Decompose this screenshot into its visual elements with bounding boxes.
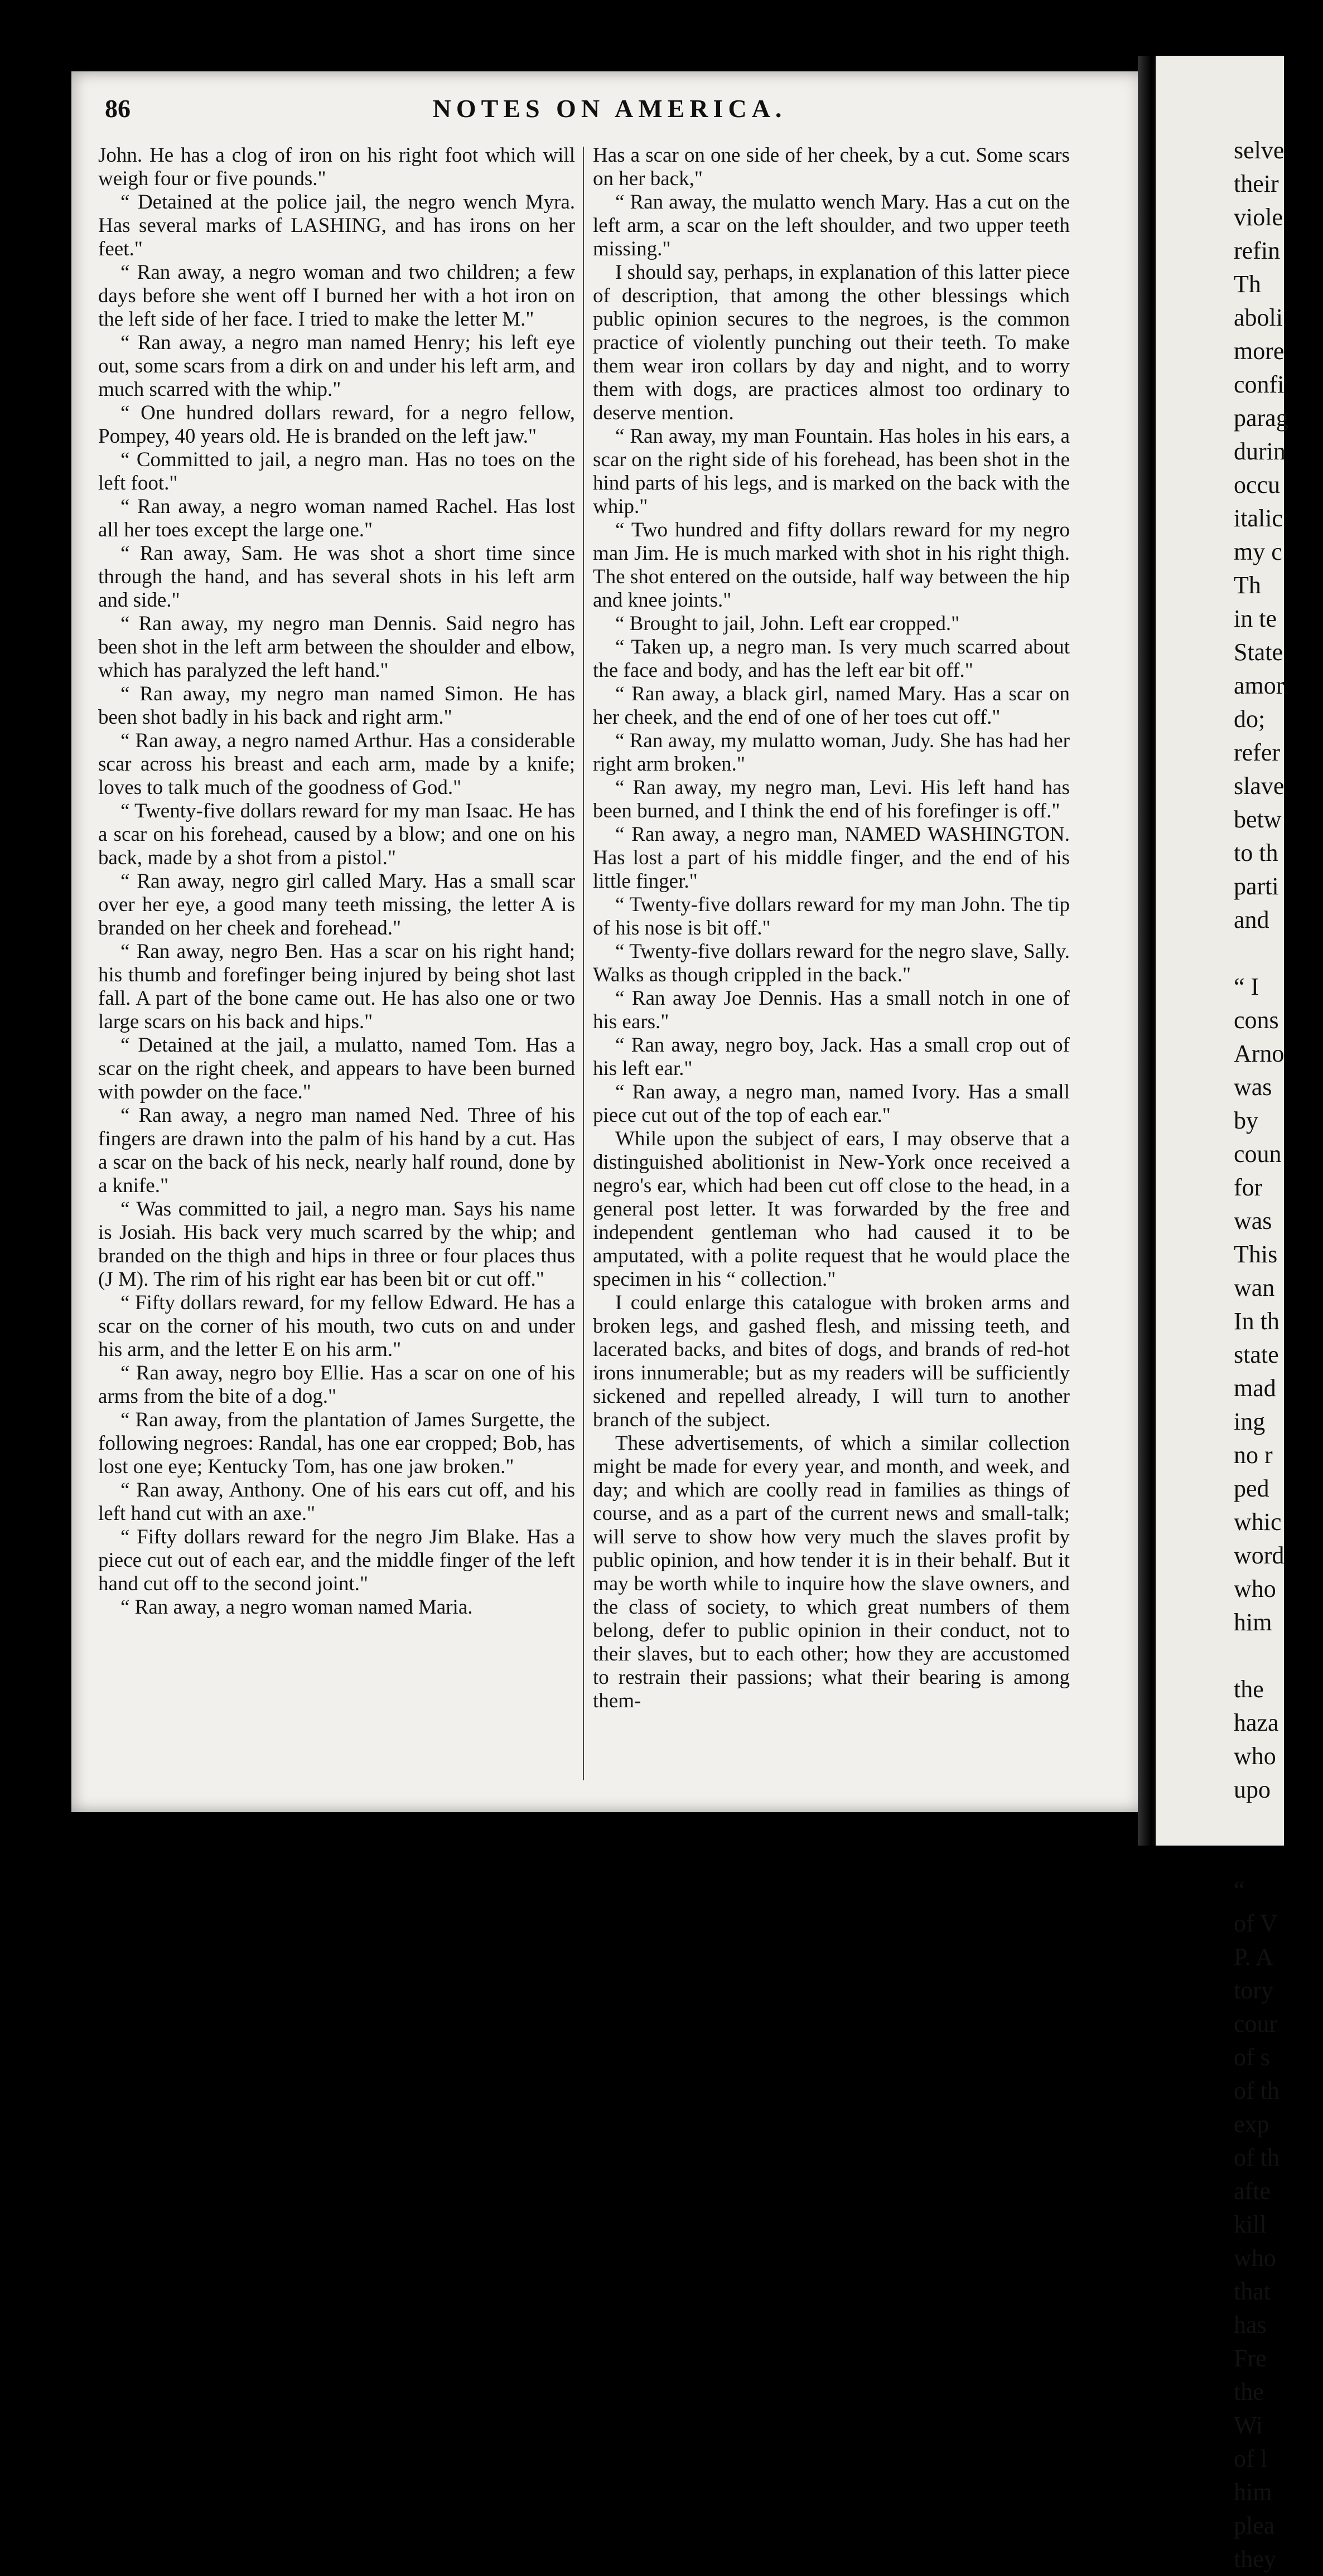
facing-line-fragment: parag: [1234, 404, 1288, 432]
facing-line-fragment: of s: [1234, 2044, 1270, 2071]
paragraph: “ Ran away, the mulatto wench Mary. Has a cut on the left arm, a scar on the left shoulder, and two upper teeth missing.": [593, 191, 1070, 260]
paragraph: “ Ran away, my negro man Dennis. Said negro has been shot in the left arm between the shoulder and elbow, which has paralyzed the left hand.": [98, 612, 575, 682]
facing-page-text: [1234, 134, 1323, 2576]
facing-line-fragment: the: [1234, 1676, 1264, 1703]
running-title: NOTES ON AMERICA.: [432, 94, 787, 123]
facing-line-fragment: in te: [1234, 605, 1277, 632]
facing-line-fragment: betw: [1234, 806, 1282, 833]
paragraph: “ Ran away, a negro man, named Ivory. Has a small piece cut out of the top of each ear.": [593, 1081, 1070, 1127]
column-divider: [583, 147, 584, 1780]
facing-line-fragment: occu: [1234, 471, 1281, 498]
facing-line-fragment: of th: [1234, 2144, 1279, 2171]
paragraph: “ Ran away, negro girl called Mary. Has a small scar over her eye, a good many teeth missing, the letter A is branded on her cheek and forehead.": [98, 870, 575, 940]
facing-line-fragment: “: [1234, 1876, 1245, 1904]
facing-line-fragment: afte: [1234, 2177, 1271, 2205]
facing-line-fragment: was: [1234, 1073, 1272, 1101]
paragraph: “ Ran away, a negro woman named Rachel. Has lost all her toes except the large one.": [98, 495, 575, 541]
paragraph: “ Ran away Joe Dennis. Has a small notch in one of his ears.": [593, 987, 1070, 1033]
facing-line-fragment: him: [1234, 2478, 1272, 2506]
facing-line-fragment: viole: [1234, 204, 1283, 231]
facing-line-fragment: parti: [1234, 873, 1279, 900]
book-page: [71, 71, 1151, 1812]
facing-line-fragment: do;: [1234, 705, 1266, 733]
facing-line-fragment: cour: [1234, 2010, 1278, 2037]
facing-line-fragment: of th: [1234, 2077, 1279, 2104]
facing-line-fragment: Th: [1234, 572, 1261, 599]
facing-line-fragment: that: [1234, 2278, 1271, 2305]
facing-line-fragment: This: [1234, 1241, 1278, 1268]
facing-line-fragment: P. A: [1234, 1943, 1273, 1970]
facing-line-fragment: [1234, 937, 1323, 970]
paragraph: “ Fifty dollars reward, for my fellow Edward. He has a scar on the corner of his mouth, two cuts on and under his arm, and the letter E on his arm.": [98, 1291, 575, 1361]
paragraph: “ Ran away, negro Ben. Has a scar on his right hand; his thumb and forefinger being injured by being shot last fall. A part of the bone came out. He has also one or two large scars on his back and hips.": [98, 940, 575, 1033]
facing-page: [1156, 56, 1288, 2573]
paragraph: “ Ran away, negro boy, Jack. Has a small crop out of his left ear.": [593, 1034, 1070, 1080]
paragraph: These advertisements, of which a similar collection might be made for every year, and month, and week, and day; and which are coolly read in families as things of course, and as a part of the current news and small-talk; will serve to show how very much the slaves profit by public opinion, and how tender it is in their behalf. But it may be worth while to inquire how the slave owners, and the class of society, to which great numbers of them belong, defer to public opinion in their conduct, not to their slaves, but to each other; how they are accustomed to restrain their passions; what their bearing is among them-: [593, 1432, 1070, 1712]
paragraph: “ Ran away, my man Fountain. Has holes in his ears, a scar on the right side of his forehead, has been shot in the hind parts of his legs, and is marked on the back with the whip.": [593, 425, 1070, 518]
paragraph: “ Two hundred and fifty dollars reward for my negro man Jim. He is much marked with shot in his right thigh. The shot entered on the outside, half way between the hip and knee joints.": [593, 519, 1070, 612]
paragraph: “ Ran away, my negro man, Levi. His left hand has been burned, and I think the end of his forefinger is off.": [593, 776, 1070, 822]
paragraph: I should say, perhaps, in explanation of this latter piece of description, that among the other blessings which public opinion secures to the negroes, is the common practice of violently punching out their teeth. To make them wear iron collars by day and night, and to worry them with dogs, are practices almost too ordinary to deserve mention.: [593, 261, 1070, 424]
facing-line-fragment: exp: [1234, 2110, 1269, 2138]
facing-line-fragment: In th: [1234, 1308, 1279, 1335]
paragraph: “ Ran away, a negro man named Henry; his left eye out, some scars from a dirk on and under his left arm, and much scarred with the whip.": [98, 331, 575, 401]
facing-line-fragment: Wi: [1234, 2412, 1263, 2439]
paragraph: “ Detained at the jail, a mulatto, named Tom. Has a scar on the right cheek, and appears to have been burned with powder on the face.": [98, 1034, 575, 1103]
facing-line-fragment: him: [1234, 1609, 1272, 1636]
paragraph: “ Twenty-five dollars reward for my man John. The tip of his nose is bit off.": [593, 893, 1070, 940]
paragraph: “ Twenty-five dollars reward for the negro slave, Sally. Walks as though crippled in the back.": [593, 940, 1070, 986]
facing-line-fragment: selve: [1234, 137, 1285, 164]
facing-line-fragment: [1234, 1807, 1323, 1840]
paragraph: “ Twenty-five dollars reward for my man Isaac. He has a scar on his forehead, caused by a blow; and one on his back, made by a shot from a pistol.": [98, 800, 575, 869]
facing-line-fragment: durin: [1234, 438, 1286, 465]
facing-line-fragment: [1234, 1639, 1323, 1673]
paragraph: “ Ran away, a negro woman and two children; a few days before she went off I burned her with a hot iron on the left side of her face. I tried to make the letter M.": [98, 261, 575, 331]
paragraph: While upon the subject of ears, I may observe that a distinguished abolitionist in New-York once received a negro's ear, which had been cut off close to the head, in a general post letter. It was forwarded by the free and independent gentleman who had caused it to be amputated, with a polite request that he would place the specimen in his “ collection.": [593, 1127, 1070, 1291]
facing-line-fragment: the: [1234, 2378, 1264, 2405]
facing-line-fragment: no r: [1234, 1441, 1273, 1469]
paragraph: “ Fifty dollars reward for the negro Jim Blake. Has a piece cut out of each ear, and the middle finger of the left hand cut off to the second joint.": [98, 1526, 575, 1595]
facing-line-fragment: more: [1234, 337, 1285, 365]
paragraph: “ Ran away, my mulatto woman, Judy. She has had her right arm broken.": [593, 729, 1070, 776]
facing-line-fragment: tory: [1234, 1977, 1273, 2004]
left-column: [98, 144, 575, 1619]
facing-line-fragment: upo: [1234, 1776, 1271, 1803]
facing-line-fragment: Th: [1234, 270, 1261, 298]
paragraph: “ Ran away, a negro man, NAMED WASHINGTON. Has lost a part of his middle finger, and the end of his little finger.": [593, 823, 1070, 893]
facing-line-fragment: Arno: [1234, 1040, 1285, 1067]
paragraph: “ Ran away, Sam. He was shot a short time since through the hand, and has several shots in his left arm and side.": [98, 542, 575, 612]
page-header: [105, 94, 1114, 133]
right-column: [593, 144, 1070, 1713]
facing-line-fragment: they: [1234, 2545, 1276, 2573]
paragraph: Has a scar on one side of her cheek, by a cut. Some scars on her back,": [593, 144, 1070, 190]
facing-line-fragment: [1234, 1840, 1323, 1873]
paragraph: “ Was committed to jail, a negro man. Says his name is Josiah. His back very much scarred by the whip; and branded on the thigh and hips in three or four places thus (J M). The rim of his right ear has been bit or cut off.": [98, 1198, 575, 1291]
paragraph: I could enlarge this catalogue with broken arms and broken legs, and gashed flesh, and missing teeth, and lacerated backs, and bites of dogs, and brands of red-hot irons innumerable; but as my readers will be sufficiently sickened and repelled already, I will turn to another branch of the subject.: [593, 1291, 1070, 1431]
facing-line-fragment: confi: [1234, 371, 1285, 398]
facing-line-fragment: refer: [1234, 739, 1281, 766]
facing-line-fragment: coun: [1234, 1140, 1282, 1168]
facing-line-fragment: wan: [1234, 1274, 1275, 1301]
facing-line-fragment: mad: [1234, 1374, 1276, 1402]
facing-line-fragment: amor: [1234, 672, 1285, 699]
facing-line-fragment: who: [1234, 1742, 1276, 1770]
facing-line-fragment: italic: [1234, 505, 1283, 532]
paragraph: “ Ran away, negro boy Ellie. Has a scar on one of his arms from the bite of a dog.": [98, 1362, 575, 1408]
facing-line-fragment: Fre: [1234, 2345, 1267, 2372]
facing-line-fragment: kill: [1234, 2211, 1267, 2238]
paragraph: “ Taken up, a negro man. Is very much scarred about the face and body, and has the left ear bit off.": [593, 636, 1070, 682]
facing-line-fragment: of V: [1234, 1910, 1278, 1937]
facing-line-fragment: of l: [1234, 2445, 1267, 2472]
facing-line-fragment: plea: [1234, 2512, 1275, 2539]
facing-line-fragment: my c: [1234, 538, 1282, 565]
facing-line-fragment: “ I: [1234, 973, 1259, 1000]
facing-line-fragment: ped: [1234, 1475, 1269, 1502]
paragraph: “ Ran away, a negro named Arthur. Has a considerable scar across his breast and each arm, made by a knife; loves to talk much of the goodness of God.": [98, 729, 575, 799]
paragraph: “ Ran away, my negro man named Simon. He has been shot badly in his back and right arm.": [98, 682, 575, 729]
facing-line-fragment: by: [1234, 1107, 1258, 1134]
facing-line-fragment: and: [1234, 906, 1269, 933]
paragraph: John. He has a clog of iron on his right foot which will weigh four or five pounds.": [98, 144, 575, 190]
page-number: 86: [105, 94, 131, 123]
paragraph: “ Ran away, from the plantation of James Surgette, the following negroes: Randal, has one ear cropped; Bob, has lost one eye; Kentucky Tom, has one jaw broken.": [98, 1408, 575, 1478]
paragraph: “ Ran away, a negro woman named Maria.: [120, 1596, 473, 1619]
paragraph: “ Detained at the police jail, the negro wench Myra. Has several marks of LASHING, and has irons on her feet.": [98, 191, 575, 260]
facing-line-fragment: for: [1234, 1174, 1263, 1201]
facing-line-fragment: refin: [1234, 237, 1281, 264]
facing-line-fragment: word: [1234, 1542, 1285, 1569]
paragraph: “ Ran away, Anthony. One of his ears cut off, and his left hand cut with an axe.": [98, 1479, 575, 1525]
facing-line-fragment: state: [1234, 1341, 1279, 1368]
facing-line-fragment: slave: [1234, 772, 1285, 800]
facing-line-fragment: whic: [1234, 1508, 1282, 1536]
paragraph: “ Ran away, a black girl, named Mary. Has a scar on her cheek, and the end of one of her toes cut off.": [593, 682, 1070, 729]
paragraph: “ Committed to jail, a negro man. Has no toes on the left foot.": [98, 448, 575, 495]
facing-line-fragment: to th: [1234, 839, 1278, 866]
paragraph: “ Ran away, a negro man named Ned. Three of his fingers are drawn into the palm of his hand by a cut. Has a scar on the back of his neck, nearly half round, done by a knife.": [98, 1104, 575, 1197]
facing-line-fragment: their: [1234, 170, 1279, 197]
paragraph: “ Brought to jail, John. Left ear cropped.": [615, 612, 960, 635]
facing-line-fragment: State: [1234, 638, 1283, 666]
facing-line-fragment: was: [1234, 1207, 1272, 1234]
facing-line-fragment: aboli: [1234, 304, 1283, 331]
facing-line-fragment: who: [1234, 2244, 1276, 2272]
facing-line-fragment: cons: [1234, 1006, 1279, 1034]
facing-line-fragment: who: [1234, 1575, 1276, 1602]
facing-line-fragment: has: [1234, 2311, 1267, 2338]
facing-line-fragment: ing: [1234, 1408, 1266, 1435]
paragraph: “ One hundred dollars reward, for a negro fellow, Pompey, 40 years old. He is branded on the left jaw.": [98, 401, 575, 448]
facing-line-fragment: haza: [1234, 1709, 1279, 1736]
